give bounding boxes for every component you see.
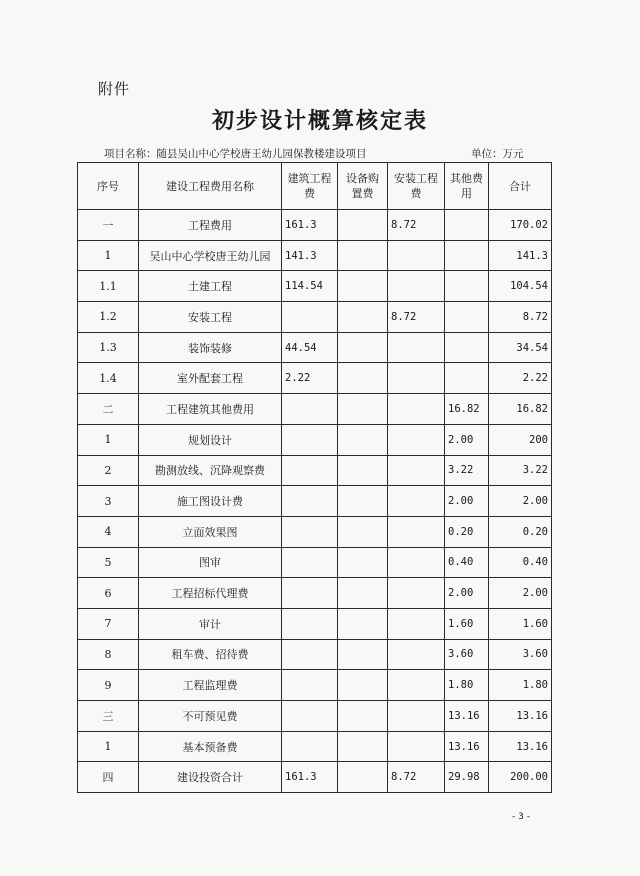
cell-install — [388, 670, 445, 701]
cell-equipment — [338, 302, 388, 333]
cell-install — [388, 578, 445, 609]
cell-seq: 1.2 — [78, 302, 139, 333]
cell-other: 16.82 — [445, 394, 489, 425]
cell-equipment — [338, 701, 388, 732]
cell-seq: 4 — [78, 516, 139, 547]
table-row — [78, 516, 552, 547]
cell-name: 装饰装修 — [139, 332, 282, 363]
cell-total: 3.60 — [489, 639, 552, 670]
cell-building: 161.3 — [282, 762, 338, 793]
cell-name: 室外配套工程 — [139, 363, 282, 394]
cell-equipment — [338, 762, 388, 793]
cell-building — [282, 578, 338, 609]
cell-total: 8.72 — [489, 302, 552, 333]
cell-seq: 二 — [78, 394, 139, 425]
header-install: 安装工程费 — [388, 163, 445, 210]
cell-total: 0.40 — [489, 547, 552, 578]
cell-building: 141.3 — [282, 240, 338, 271]
cell-equipment — [338, 332, 388, 363]
header-seq: 序号 — [78, 163, 139, 210]
cell-other: 3.60 — [445, 639, 489, 670]
cell-install — [388, 639, 445, 670]
cell-other: 29.98 — [445, 762, 489, 793]
table-row — [78, 210, 552, 241]
cell-install: 8.72 — [388, 302, 445, 333]
cell-other: 2.00 — [445, 486, 489, 517]
cell-total: 1.60 — [489, 608, 552, 639]
cell-seq: 1 — [78, 240, 139, 271]
cell-install — [388, 731, 445, 762]
cell-seq: 1.4 — [78, 363, 139, 394]
cell-total: 141.3 — [489, 240, 552, 271]
table-row — [78, 639, 552, 670]
table-row — [78, 762, 552, 793]
cell-other: 0.40 — [445, 547, 489, 578]
table-row — [78, 271, 552, 302]
cell-name: 规划设计 — [139, 424, 282, 455]
cell-equipment — [338, 608, 388, 639]
cell-equipment — [338, 578, 388, 609]
table-row — [78, 363, 552, 394]
cell-total: 104.54 — [489, 271, 552, 302]
document-title: 初步设计概算核定表 — [211, 108, 428, 134]
cell-other — [445, 271, 489, 302]
cell-seq: 7 — [78, 608, 139, 639]
cell-seq: 1.3 — [78, 332, 139, 363]
cell-name: 审计 — [139, 608, 282, 639]
table-row — [78, 547, 552, 578]
cell-building: 2.22 — [282, 363, 338, 394]
cell-equipment — [338, 424, 388, 455]
cell-name: 工程建筑其他费用 — [139, 394, 282, 425]
cell-other — [445, 302, 489, 333]
cell-building — [282, 670, 338, 701]
table-row — [78, 608, 552, 639]
cell-building: 114.54 — [282, 271, 338, 302]
cell-equipment — [338, 731, 388, 762]
cell-building — [282, 639, 338, 670]
cell-name: 基本预备费 — [139, 731, 282, 762]
cell-total: 170.02 — [489, 210, 552, 241]
cell-install — [388, 332, 445, 363]
cell-seq: 8 — [78, 639, 139, 670]
cell-seq: 1 — [78, 424, 139, 455]
cell-name: 工程监理费 — [139, 670, 282, 701]
unit-label: 单位：万元 — [471, 148, 524, 160]
cell-other: 0.20 — [445, 516, 489, 547]
cell-name: 吴山中心学校唐王幼儿园 — [139, 240, 282, 271]
cell-name: 租车费、招待费 — [139, 639, 282, 670]
cell-name: 建设投资合计 — [139, 762, 282, 793]
budget-table — [77, 162, 552, 793]
cell-equipment — [338, 670, 388, 701]
cell-total: 200.00 — [489, 762, 552, 793]
attachment-label: 附件 — [98, 80, 131, 98]
cell-install — [388, 363, 445, 394]
cell-building — [282, 608, 338, 639]
cell-install — [388, 240, 445, 271]
cell-name: 勘测放线、沉降观察费 — [139, 455, 282, 486]
cell-name: 施工图设计费 — [139, 486, 282, 517]
cell-total: 2.22 — [489, 363, 552, 394]
cell-install: 8.72 — [388, 762, 445, 793]
cell-total: 200 — [489, 424, 552, 455]
cell-other — [445, 363, 489, 394]
cell-seq: 四 — [78, 762, 139, 793]
header-equipment: 设备购置费 — [338, 163, 388, 210]
table-row — [78, 332, 552, 363]
cell-install — [388, 516, 445, 547]
table-row — [78, 424, 552, 455]
cell-other — [445, 210, 489, 241]
header-name: 建设工程费用名称 — [139, 163, 282, 210]
cell-name: 土建工程 — [139, 271, 282, 302]
cell-other — [445, 240, 489, 271]
cell-install — [388, 271, 445, 302]
cell-name: 立面效果图 — [139, 516, 282, 547]
table-row — [78, 486, 552, 517]
cell-total: 2.00 — [489, 486, 552, 517]
cell-building: 161.3 — [282, 210, 338, 241]
cell-install — [388, 608, 445, 639]
cell-total: 3.22 — [489, 455, 552, 486]
cell-install: 8.72 — [388, 210, 445, 241]
page-number: - 3 - — [512, 812, 530, 822]
cell-other: 1.60 — [445, 608, 489, 639]
cell-name: 不可预见费 — [139, 701, 282, 732]
cell-equipment — [338, 547, 388, 578]
cell-building — [282, 424, 338, 455]
cell-total: 34.54 — [489, 332, 552, 363]
table-row — [78, 578, 552, 609]
cell-other: 3.22 — [445, 455, 489, 486]
cell-total: 13.16 — [489, 731, 552, 762]
cell-building: 44.54 — [282, 332, 338, 363]
cell-other: 1.80 — [445, 670, 489, 701]
cell-equipment — [338, 516, 388, 547]
cell-equipment — [338, 271, 388, 302]
table-row — [78, 240, 552, 271]
cell-total: 16.82 — [489, 394, 552, 425]
cell-name: 工程招标代理费 — [139, 578, 282, 609]
cell-seq: 6 — [78, 578, 139, 609]
cell-other: 13.16 — [445, 701, 489, 732]
cell-install — [388, 701, 445, 732]
cell-building — [282, 547, 338, 578]
header-other: 其他费用 — [445, 163, 489, 210]
cell-equipment — [338, 639, 388, 670]
cell-equipment — [338, 394, 388, 425]
table-row — [78, 394, 552, 425]
cell-seq: 9 — [78, 670, 139, 701]
cell-seq: 一 — [78, 210, 139, 241]
cell-building — [282, 486, 338, 517]
cell-install — [388, 547, 445, 578]
table-row — [78, 701, 552, 732]
table-row — [78, 455, 552, 486]
cell-building — [282, 394, 338, 425]
cell-total: 0.20 — [489, 516, 552, 547]
project-name: 项目名称：随县吴山中心学校唐王幼儿园保教楼建设项目 — [104, 148, 367, 160]
table-row — [78, 670, 552, 701]
cell-equipment — [338, 486, 388, 517]
cell-building — [282, 302, 338, 333]
cell-equipment — [338, 363, 388, 394]
cell-seq: 2 — [78, 455, 139, 486]
cell-other: 13.16 — [445, 731, 489, 762]
cell-seq: 3 — [78, 486, 139, 517]
cell-equipment — [338, 455, 388, 486]
header-building: 建筑工程费 — [282, 163, 338, 210]
cell-install — [388, 455, 445, 486]
cell-install — [388, 394, 445, 425]
cell-building — [282, 516, 338, 547]
cell-total: 13.16 — [489, 701, 552, 732]
cell-equipment — [338, 240, 388, 271]
cell-install — [388, 486, 445, 517]
table-row — [78, 302, 552, 333]
cell-equipment — [338, 210, 388, 241]
cell-name: 安装工程 — [139, 302, 282, 333]
cell-other — [445, 332, 489, 363]
table-header-row — [78, 163, 552, 210]
cell-total: 2.00 — [489, 578, 552, 609]
cell-name: 工程费用 — [139, 210, 282, 241]
cell-total: 1.80 — [489, 670, 552, 701]
cell-name: 图审 — [139, 547, 282, 578]
cell-seq: 5 — [78, 547, 139, 578]
cell-other: 2.00 — [445, 424, 489, 455]
cell-seq: 1 — [78, 731, 139, 762]
table-row — [78, 731, 552, 762]
cell-building — [282, 455, 338, 486]
cell-install — [388, 424, 445, 455]
cell-other: 2.00 — [445, 578, 489, 609]
cell-seq: 三 — [78, 701, 139, 732]
table-body — [78, 210, 552, 793]
cell-building — [282, 701, 338, 732]
cell-building — [282, 731, 338, 762]
cell-seq: 1.1 — [78, 271, 139, 302]
header-total: 合计 — [489, 163, 552, 210]
